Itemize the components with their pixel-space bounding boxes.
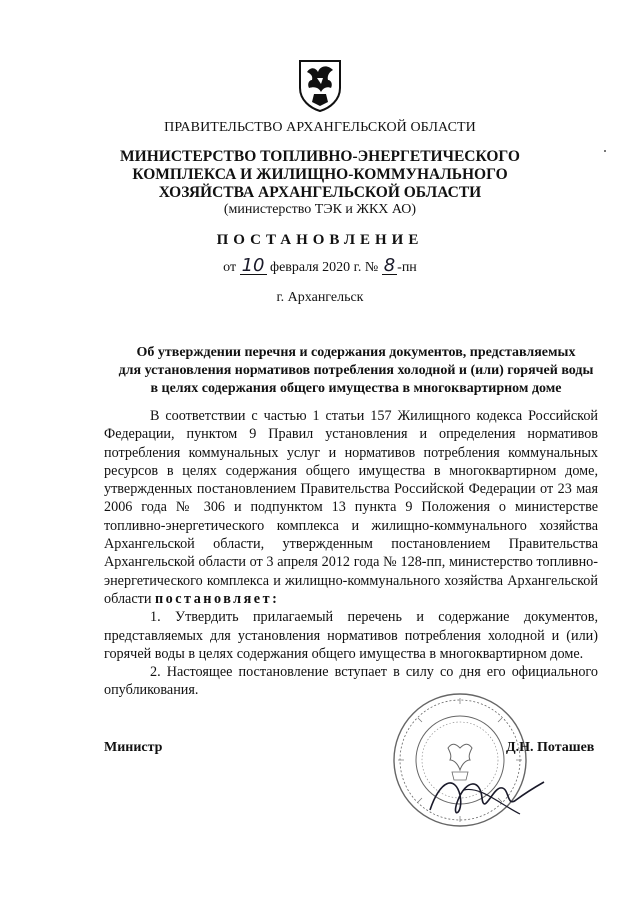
document-body [104,407,598,700]
date-month-year: февраля 2020 г. № [270,260,379,275]
ministry-name [0,148,640,202]
ministry-line: МИНИСТЕРСТВО ТОПЛИВНО-ЭНЕРГЕТИЧЕСКОГО [120,148,520,165]
preamble-paragraph [104,407,598,608]
decrees-word: постановляет: [154,590,280,607]
item-2: 2. Настоящее постановление вступает в силу со дня его официального опубликования. [104,664,598,699]
date-suffix: -пн [397,260,417,275]
handwritten-number: 8 [383,255,396,276]
signatory-position: Министр [104,740,163,755]
coat-of-arms-emblem [297,58,343,112]
ministry-short-name: (министерство ТЭК и ЖКХ АО) [223,202,417,217]
ministry-line: КОМПЛЕКСА И ЖИЛИЩНО-КОММУНАЛЬНОГО [132,166,508,183]
city: г. Архангельск [276,290,364,305]
scan-mark [604,150,606,152]
subject-line: Об утверждении перечня и содержания документов, представляемых [136,345,576,360]
handwritten-day: 10 [241,255,265,276]
signatory-name: Д.Н. Поташев [506,740,595,755]
document-type: ПОСТАНОВЛЕНИЕ [216,232,424,248]
subject-line: в целях содержания общего имущества в многоквартирном доме [150,381,562,396]
document-subject [96,344,616,398]
preamble-text: В соответствии с частью 1 статьи 157 Жилищного кодекса Российской Федерации, пунктом 9 Правил установления и определения нормативов потребления коммунальных услуг и нормативов потребления коммунальных ресурсов в целях содержания общего имущества в многоквартирном доме, утвержденных постановлением Правительства Российской Федерации от 23 мая 2006 года № 306 и подпунктом 13 пункта 9 Положения о министерстве топливно-энергетического комплекса и жилищно-коммунального хозяйства Архангельской области, утвержденным постановлением Правительства Архангельской области от 3 апреля 2012 года № 128-пп, министерство топливно-энергетического комплекса и жилищно-коммунального хозяйства Архангельской области [104,408,598,607]
government-name: ПРАВИТЕЛЬСТВО АРХАНГЕЛЬСКОЙ ОБЛАСТИ [164,120,476,135]
date-line [0,255,640,276]
item-1: 1. Утвердить прилагаемый перечень и содержание документов, представляемых для установления нормативов потребления холодной и (или) горячей воды в целях содержания общего имущества в многоквартирном доме. [104,609,598,662]
ministry-line: ХОЗЯЙСТВА АРХАНГЕЛЬСКОЙ ОБЛАСТИ [158,184,482,201]
date-prefix: от [223,260,237,275]
handwritten-signature [420,760,560,830]
subject-line: для установления нормативов потребления холодной и (или) горячей воды [118,363,594,378]
